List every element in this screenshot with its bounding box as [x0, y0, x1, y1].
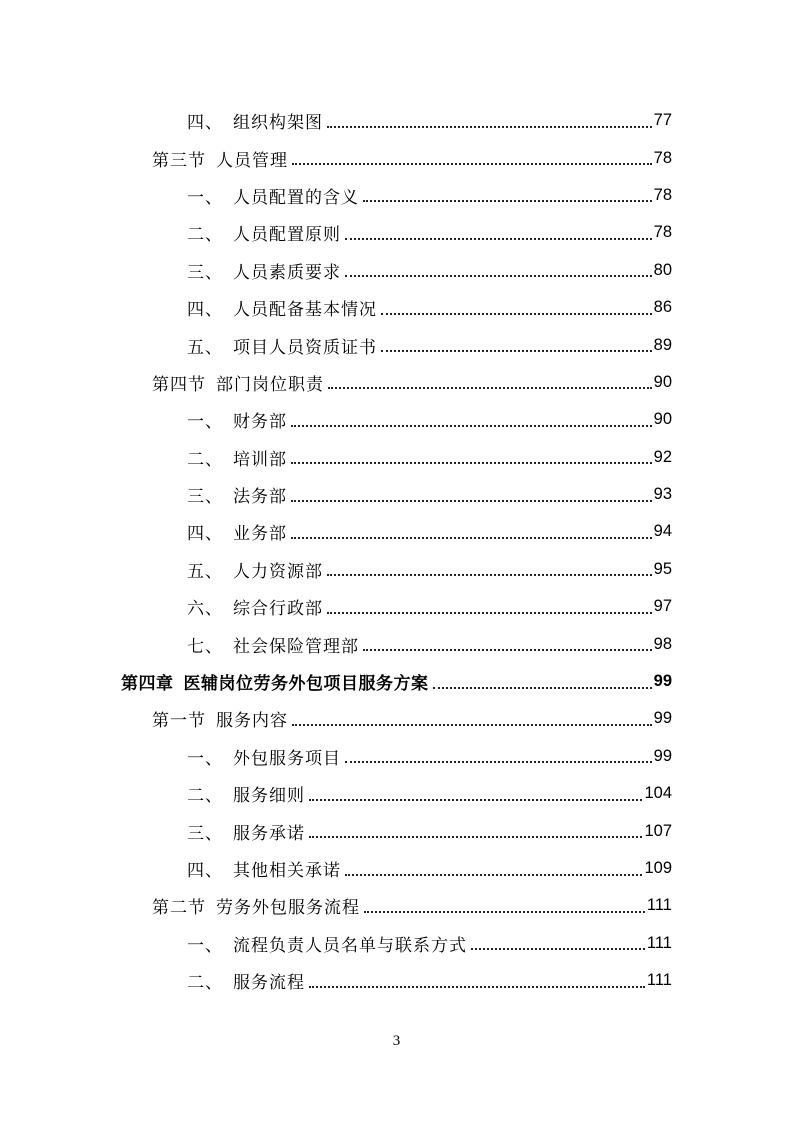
toc-entry-page: 92: [653, 447, 672, 466]
dot-leader: [345, 874, 642, 876]
toc-entry-page: 98: [653, 634, 672, 653]
toc-entry-title: [187, 445, 287, 470]
toc-section-entry[interactable]: [0, 700, 793, 737]
toc-subsection-entry[interactable]: [0, 513, 793, 550]
toc-entry-text: 服务承诺: [233, 823, 305, 844]
toc-entry-page: 109: [644, 859, 672, 877]
toc-entry-text: 法务部: [233, 487, 287, 508]
toc-entry-number: 三、: [187, 823, 223, 844]
toc-entry-page: 99: [653, 709, 672, 728]
dot-leader: [309, 836, 642, 838]
toc-entry-page: 111: [646, 971, 672, 990]
toc-entry-number: 四、: [187, 300, 223, 321]
toc-entry-text: 外包服务项目: [233, 748, 341, 769]
dot-leader: [292, 163, 652, 165]
toc-entry-number: 五、: [187, 337, 223, 358]
toc-entry-title: [152, 370, 324, 395]
dot-leader: [363, 649, 652, 651]
toc-subsection-entry[interactable]: [0, 326, 793, 363]
toc-subsection-entry[interactable]: [0, 177, 793, 214]
toc-entry-text: 社会保险管理部: [233, 636, 359, 657]
toc-entry-text: 其他相关承诺: [233, 861, 341, 881]
toc-entry-text: 服务流程: [233, 973, 305, 994]
toc-entry-text: 人员配置原则: [233, 225, 341, 246]
toc-entry-page: 104: [644, 784, 672, 803]
toc-entry-text: 综合行政部: [233, 599, 323, 620]
toc-entry-number: 二、: [187, 973, 223, 994]
toc-entry-page: 78: [653, 148, 672, 167]
toc-entry-title: [187, 108, 323, 133]
toc-subsection-entry[interactable]: [0, 625, 793, 662]
toc-entry-page: 94: [653, 522, 672, 541]
dot-leader: [327, 574, 652, 576]
toc-entry-page: 80: [653, 260, 672, 279]
toc-subsection-entry[interactable]: [0, 850, 793, 887]
toc-entry-title: [187, 632, 359, 657]
toc-section-entry[interactable]: [0, 887, 793, 924]
toc-entry-number: 第四节: [152, 374, 206, 395]
toc-entry-number: 第四章: [121, 674, 174, 695]
dot-leader: [345, 238, 652, 240]
dot-leader: [364, 911, 645, 913]
toc-entry-page: 78: [653, 185, 672, 204]
toc-entry-title: [187, 819, 305, 844]
toc-entry-text: 劳务外包服务流程: [216, 898, 360, 919]
toc-entry-number: 七、: [187, 636, 223, 657]
toc-entry-number: 四、: [187, 524, 223, 545]
toc-entry-title: [187, 333, 377, 358]
dot-leader: [433, 687, 652, 689]
toc-chapter-entry[interactable]: [0, 663, 793, 700]
toc-entry-page: 97: [653, 597, 672, 616]
toc-entry-title: [187, 519, 287, 544]
toc-entry-title: [187, 407, 287, 432]
toc-entry-text: 培训部: [233, 449, 287, 470]
toc-subsection-entry[interactable]: [0, 588, 793, 625]
toc-entry-number: 一、: [187, 187, 223, 208]
toc-entry-text: 财务部: [233, 412, 287, 433]
toc-subsection-entry[interactable]: [0, 401, 793, 438]
toc-subsection-entry[interactable]: [0, 214, 793, 251]
toc-entry-page: 99: [653, 672, 672, 691]
dot-leader: [291, 462, 652, 464]
toc-entry-title: [187, 931, 467, 956]
dot-leader: [328, 387, 652, 389]
page-number: 3: [392, 1033, 401, 1049]
toc-entry-page: 89: [653, 335, 672, 354]
toc-entry-title: [187, 781, 305, 806]
dot-leader: [292, 724, 652, 726]
toc-entry-title: [187, 295, 377, 320]
dot-leader: [345, 275, 652, 277]
toc-entry-text: 部门岗位职责: [216, 374, 324, 395]
dot-leader: [471, 948, 645, 950]
toc-entry-number: 一、: [187, 748, 223, 769]
toc-entry-number: 三、: [187, 487, 223, 508]
toc-entry-page: 111: [646, 896, 672, 915]
dot-leader: [381, 350, 652, 352]
toc-entry-title: [187, 594, 323, 619]
toc-entry-number: 四、: [187, 113, 223, 134]
toc-entry-text: 业务部: [233, 524, 287, 545]
dot-leader: [381, 313, 652, 315]
toc-subsection-entry[interactable]: [0, 476, 793, 513]
toc-entry-number: 第三节: [152, 150, 206, 171]
toc-entry-page: 78: [653, 223, 672, 242]
toc-entry-title: [152, 146, 288, 171]
toc-entry-title: [121, 669, 429, 694]
dot-leader: [327, 126, 652, 128]
toc-entry-text: 人员管理: [216, 150, 288, 171]
table-of-contents: [0, 102, 793, 999]
dot-leader: [291, 425, 652, 427]
toc-entry-number: 五、: [187, 561, 223, 582]
toc-entry-number: 第一节: [152, 711, 206, 732]
toc-entry-title: [152, 893, 360, 918]
toc-entry-text: 服务内容: [216, 711, 288, 732]
toc-subsection-entry[interactable]: [0, 551, 793, 588]
toc-subsection-entry[interactable]: [0, 775, 793, 812]
dot-leader: [345, 761, 652, 763]
dot-leader: [363, 200, 652, 202]
dot-leader: [291, 500, 652, 502]
toc-entry-text: 组织构架图: [233, 113, 323, 134]
toc-section-entry[interactable]: [0, 139, 793, 176]
toc-entry-page: 107: [644, 821, 672, 840]
toc-entry-page: 86: [653, 298, 672, 317]
toc-entry-title: [187, 744, 341, 769]
toc-subsection-entry[interactable]: [0, 252, 793, 289]
toc-entry-page: 111: [646, 933, 672, 952]
toc-entry-text: 人员素质要求: [233, 262, 341, 283]
toc-entry-number: 六、: [187, 599, 223, 620]
toc-entry-title: [187, 856, 341, 881]
toc-entry-title: [187, 258, 341, 283]
toc-entry-page: 90: [653, 372, 672, 391]
toc-entry-page: 95: [653, 559, 672, 578]
toc-subsection-entry[interactable]: [0, 102, 793, 139]
dot-leader: [309, 986, 645, 988]
toc-entry-page: 90: [653, 410, 672, 429]
toc-entry-page: 93: [653, 485, 672, 504]
toc-entry-page: 77: [653, 111, 672, 130]
toc-entry-text: 项目人员资质证书: [233, 337, 377, 358]
toc-entry-number: 三、: [187, 262, 223, 283]
toc-subsection-entry[interactable]: [0, 738, 793, 775]
toc-entry-text: 人员配置的含义: [233, 187, 359, 208]
toc-entry-page: 99: [653, 746, 672, 765]
toc-subsection-entry[interactable]: [0, 439, 793, 476]
toc-entry-number: 一、: [187, 412, 223, 433]
toc-section-entry[interactable]: [0, 364, 793, 401]
dot-leader: [291, 537, 652, 539]
toc-subsection-entry[interactable]: [0, 289, 793, 326]
toc-entry-number: 第二节: [152, 898, 206, 919]
toc-entry-title: [187, 183, 359, 208]
dot-leader: [309, 799, 642, 801]
toc-entry-title: [187, 557, 323, 582]
toc-entry-number: 二、: [187, 786, 223, 807]
dot-leader: [327, 612, 652, 614]
toc-subsection-entry[interactable]: [0, 812, 793, 849]
toc-subsection-entry[interactable]: [0, 962, 793, 999]
toc-entry-text: 医辅岗位劳务外包项目服务方案: [183, 674, 429, 695]
toc-entry-title: [152, 706, 288, 731]
toc-entry-text: 流程负责人员名单与联系方式: [233, 935, 467, 956]
toc-entry-number: 二、: [187, 449, 223, 470]
toc-entry-number: 一、: [187, 935, 223, 956]
toc-entry-text: 人力资源部: [233, 561, 323, 582]
toc-entry-title: [187, 482, 287, 507]
toc-subsection-entry[interactable]: [0, 925, 793, 962]
toc-entry-title: [187, 220, 341, 245]
toc-entry-text: 服务细则: [233, 786, 305, 807]
toc-entry-number: 二、: [187, 225, 223, 246]
toc-entry-title: [187, 968, 305, 993]
toc-entry-number: 四、: [187, 861, 223, 881]
toc-entry-text: 人员配备基本情况: [233, 300, 377, 321]
